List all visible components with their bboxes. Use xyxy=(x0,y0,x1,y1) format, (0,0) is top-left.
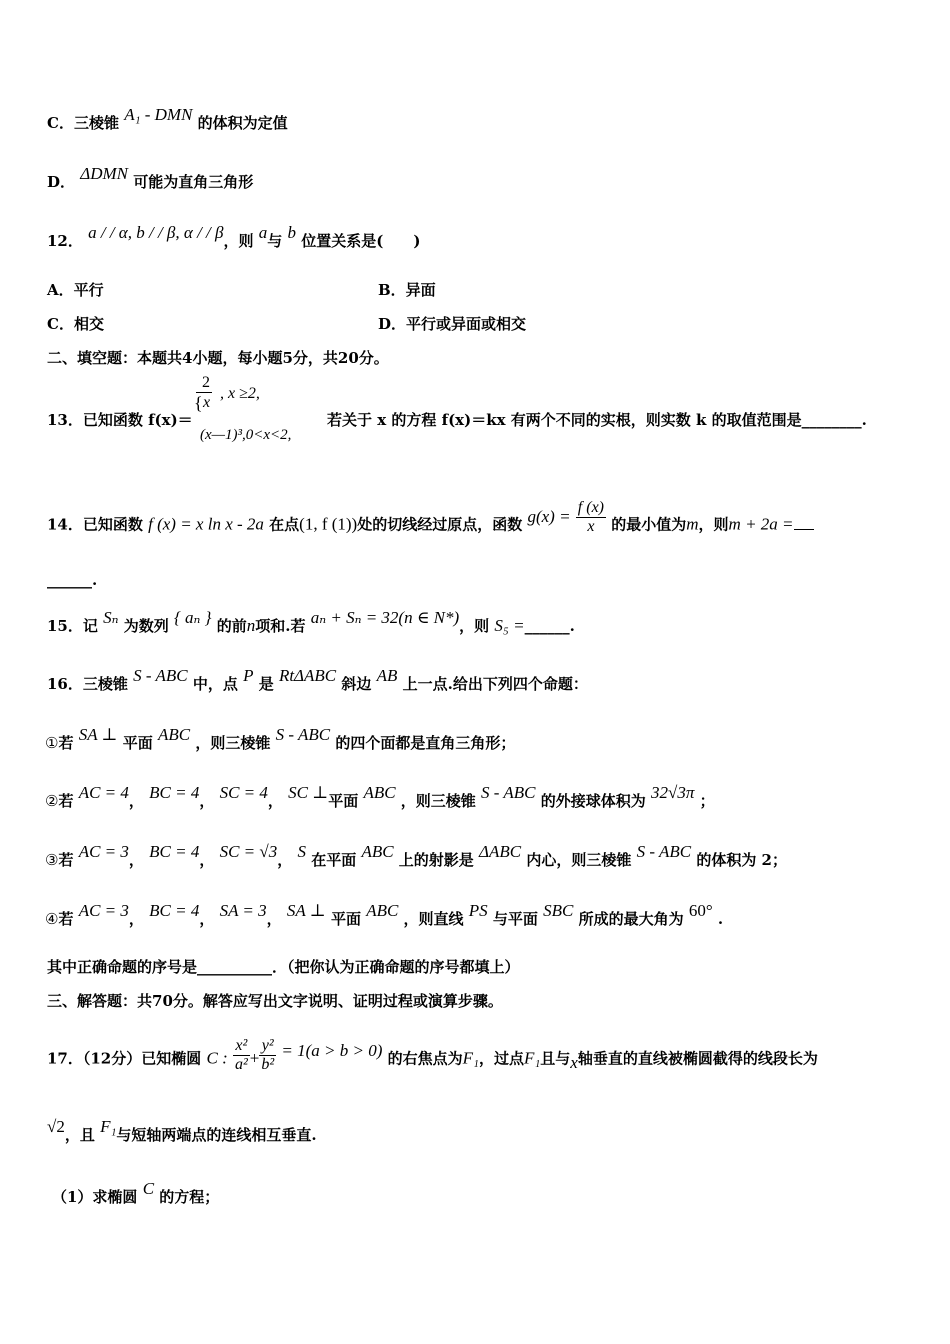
math-expression: A₁ - DMN xyxy=(124,105,193,124)
question-14-cont: ______. xyxy=(47,571,98,589)
fraction: $\frac{f (x)}{x}$ xyxy=(577,499,604,535)
option-d: D． ΔDMN 可能为直角三角形 xyxy=(47,164,254,191)
q12-option-a: A．平行 xyxy=(47,281,104,299)
question-16: 16．三棱锥 S - ABC 中，点 P 是 RtΔABC 斜边 AB 上一点.给出下列四个命题： xyxy=(47,666,588,693)
fraction: $\frac{\text{x²}}{\text{a²}}$ xyxy=(234,1037,248,1073)
section-2-heading: 二、填空题：本题共4小题，每小题5分，共20分。 xyxy=(47,349,389,367)
question-17: 17．（12分）已知椭圆 C : $\frac{\text{x²}}{\text{a²}}$ + $\frac{\text{y²}}{\text{b²}}$ = 1(a > b > 0) 的右焦点为F₁，过点F₁且与x轴垂直的直线被椭圆截得的线段长为 xyxy=(47,1037,818,1073)
question-17-part-1: （1）求椭圆 C 的方程； xyxy=(52,1179,220,1206)
question-14: 14．已知函数 f (x) = x ln x - 2a 在点(1, f (1))处的切线经过原点，函数 g(x) = $\frac{f (x)}{x}$ 的最小值为m，则m + 2a = xyxy=(47,507,814,544)
proposition-4: ④若 AC = 3， BC = 4， SA = 3， SA ⊥ 平面 ABC ，则直线 PS 与平面 SBC 所成的最大角为 60° . xyxy=(45,901,724,928)
q12-option-b: B．异面 xyxy=(378,281,436,299)
proposition-3: ③若 AC = 3， BC = 4， SC = √3， S 在平面 ABC 上的射影是 ΔABC 内心，则三棱锥 S - ABC 的体积为 2； xyxy=(45,842,787,869)
question-15: 15．记 Sₙ 为数列 { aₙ } 的前n项和.若 aₙ + Sₙ = 32(n ∈ N*)，则 S₅ =______. xyxy=(47,608,575,635)
question-12: 12． a / / α, b / / β, α / / β，则 a与 b 位置关系是( ) xyxy=(47,223,421,250)
question-17-cont: √2，且 F₁与短轴两端点的连线相互垂直. xyxy=(47,1117,317,1144)
q12-option-d: D．平行或异面或相交 xyxy=(378,315,527,333)
question-16-answer-line: 其中正确命题的序号是__________．（把你认为正确命题的序号都填上） xyxy=(47,958,520,976)
question-13: 13．已知函数 f(x)＝ xyxy=(47,411,193,429)
section-3-heading: 三、解答题：共70分。解答应写出文字说明、证明过程或演算步骤。 xyxy=(47,992,503,1010)
math-expression: ΔDMN xyxy=(80,164,129,183)
answer-blank[interactable] xyxy=(794,515,814,530)
math-expression: a / / α, b / / β, α / / β xyxy=(88,223,224,242)
q12-option-c: C．相交 xyxy=(47,315,104,333)
question-13-tail: 若关于 x 的方程 f(x)＝kx 有两个不同的实根，则实数 k 的取值范围是________. xyxy=(327,411,867,429)
proposition-2: ②若 AC = 4， BC = 4， SC = 4， SC ⊥平面 ABC ，则三棱锥 S - ABC 的外接球体积为 32√3π ； xyxy=(45,783,715,810)
fraction: $\frac{\text{y²}}{\text{b²}}$ xyxy=(261,1037,275,1073)
proposition-1: ①若 SA ⊥ 平面 ABC ，则三棱锥 S - ABC 的四个面都是直角三角形； xyxy=(45,725,516,752)
option-c: C．三棱锥 A₁ - DMN 的体积为定值 xyxy=(47,105,288,132)
